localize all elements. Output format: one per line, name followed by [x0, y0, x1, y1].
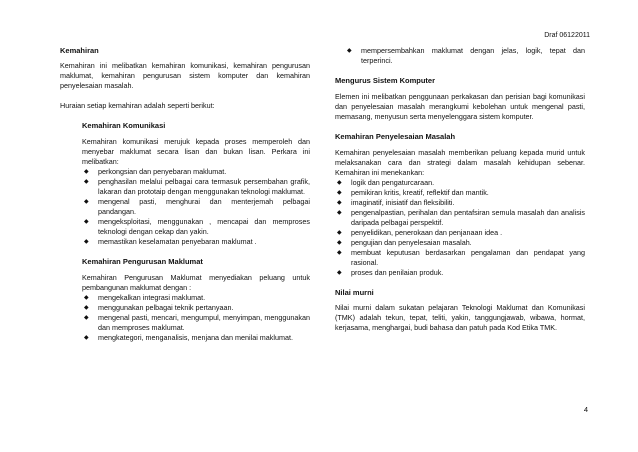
nilai-text: Nilai murni dalam sukatan pelajaran Teknologi Maklumat dan Komunikasi (TMK) adalah tekun, tepat, teliti, yakin, tanggungjawab, wibawa, hormat, kerjasama, menghargai, budi bahasa dan patuh pada Kod Etika TMK.	[335, 303, 585, 332]
list-item: ◆ pemikiran kritis, kreatif, reflektif dan mantik.	[335, 188, 585, 198]
intro-paragraph: Kemahiran ini melibatkan kemahiran komunikasi, kemahiran pengurusan maklumat, kemahiran pengurusan sistem komputer dan kemahiran penyelesaian masalah.	[60, 61, 310, 90]
continued-list	[345, 46, 585, 66]
list-item: ◆ memastikan keselamatan penyebaran maklumat .	[82, 237, 310, 247]
page-number: 4	[583, 405, 588, 414]
pengurusan-title: Kemahiran Pengurusan Maklumat	[82, 257, 203, 266]
right-column	[335, 46, 585, 343]
komunikasi-title: Kemahiran Komunikasi	[82, 121, 166, 130]
nilai-title: Nilai murni	[335, 288, 374, 297]
list-item: ◆ logik dan pengaturcaraan.	[335, 178, 585, 188]
pengurusan-list	[82, 293, 310, 343]
list-item: ◆ mengenal pasti, mencari, mengumpul, menyimpan, menggunakan dan memproses maklumat.	[82, 313, 310, 333]
intro-paragraph-2: Huraian setiap kemahiran adalah seperti berikut:	[60, 101, 215, 110]
list-item: ◆ mengeksploitasi, menggunakan , mencapai dan memproses teknologi dengan cekap dan yakin.	[82, 217, 310, 237]
list-item: ◆ pengenalpastian, perihalan dan pentafsiran semula masalah dan analisis daripada pelbagai perspektif.	[335, 208, 585, 228]
list-item: ◆ imaginatif, inisiatif dan fleksibiliti.	[335, 198, 585, 208]
komunikasi-text: Kemahiran komunikasi merujuk kepada proses memperoleh dan menyebar maklumat secara lisan dan bukan lisan. Perkara ini melibatkan:	[82, 137, 310, 166]
list-item: ◆ membuat keputusan berdasarkan pengalaman dan pendapat yang rasional.	[335, 248, 585, 268]
list-item: ◆ mengenal pasti, menghurai dan menterjemah pelbagai pandangan.	[82, 197, 310, 217]
sistem-title: Mengurus Sistem Komputer	[335, 76, 436, 85]
list-item: ◆ penyelidikan, penerokaan dan penjanaan idea .	[335, 228, 585, 238]
list-item: ◆ mengekalkan integrasi maklumat.	[82, 293, 310, 303]
masalah-list	[335, 178, 585, 278]
list-item: ◆ proses dan penilaian produk.	[335, 268, 585, 278]
left-column	[60, 46, 310, 353]
list-item: ◆ penghasilan melalui pelbagai cara termasuk persembahan grafik, lakaran dan prototaip dengan menggunakan teknologi maklumat.	[82, 177, 310, 197]
masalah-title: Kemahiran Penyelesaian Masalah	[335, 132, 456, 141]
list-item: ◆ mengkategori, menganalisis, menjana dan menilai maklumat.	[82, 333, 310, 343]
sistem-text: Elemen ini melibatkan penggunaan perkakasan dan perisian bagi komunikasi dan penyelesaian masalah merangkumi kebolehan untuk mengenal pasti, memasang, menyusun serta menyelenggara sistem komputer.	[335, 92, 585, 121]
list-item: ◆ mempersembahkan maklumat dengan jelas, logik, tepat dan terperinci.	[345, 46, 585, 66]
list-item: ◆ pengujian dan penyelesaian masalah.	[335, 238, 585, 248]
draft-label: Draf 06122011	[544, 32, 590, 39]
komunikasi-list	[82, 167, 310, 247]
section-heading-kemahiran: Kemahiran	[60, 46, 99, 55]
masalah-text: Kemahiran penyelesaian masalah memberikan peluang kepada murid untuk melaksanakan cara dan strategi dalam masalah kehidupan sebenar. Kemahiran ini menekankan:	[335, 148, 585, 177]
pengurusan-text: Kemahiran Pengurusan Maklumat menyediakan peluang untuk pembangunan maklumat dengan :	[82, 273, 310, 292]
komunikasi-section	[82, 121, 310, 247]
pengurusan-section	[82, 257, 310, 343]
list-item: ◆ menggunakan pelbagai teknik pertanyaan.	[82, 303, 310, 313]
list-item: ◆ perkongsian dan penyebaran maklumat.	[82, 167, 310, 177]
